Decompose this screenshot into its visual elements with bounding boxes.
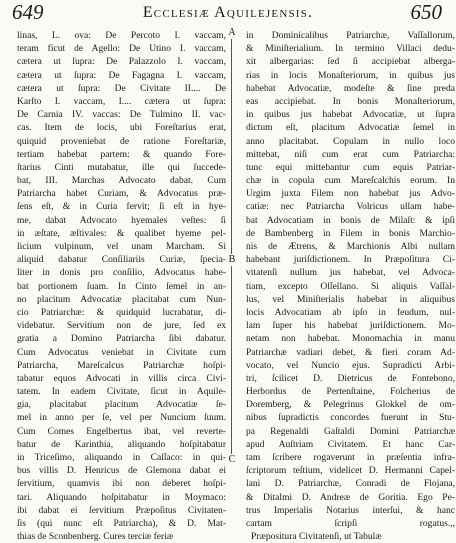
text-line: cio Patriarchæ: & quidquid lucrabatur, di-: [17, 306, 226, 318]
text-line: in æſtate, æſtivales: & qualibet hyeme pel-: [17, 227, 226, 239]
text-line: aliquid dabatur Conſiliariis Curiæ, ſpecia-: [17, 254, 226, 266]
text-line: gia, placitabat placitum Advocatiæ ſe-: [17, 399, 226, 411]
text-line: trus Imperialis Notarius interſui, & hanc: [246, 504, 455, 516]
page-number-left: 649: [12, 0, 44, 24]
text-line: Urgim juxta Filem non habebat jus Advo-: [246, 188, 455, 200]
text-line: eas accipiebat. In bonis Monaſteriorum,: [246, 95, 455, 107]
text-line: bus villis D. Henricus de Glemona dabat ei: [17, 465, 226, 477]
text-line: Karſto I. vaccam, I.... cætera ut ſupra:: [17, 95, 226, 107]
text-line: locis Advocatiam ab ipſo in feudum, nul-: [246, 306, 455, 318]
text-line: lus, vel Miniſterialis habebat in aliquibus: [246, 293, 455, 305]
text-line: nis de Ætrens, & Marchionis Albi nullam: [246, 241, 455, 252]
text-line: Herbordus de Pertenſtaine, Folcherius de: [246, 386, 455, 398]
text-line: tunc equi mittebantur cum equis Patriar-: [246, 161, 455, 173]
text-line: tari. Aliquando hoſpitabatur in Moymaco:: [17, 491, 226, 503]
text-line: no placitum Advocatiæ placitabat cum Nun-: [17, 293, 226, 305]
text-line: Patriarcha, Mareſcalcus Patriarchæ hoſpi-: [17, 359, 226, 371]
text-line: mel in anno per ſe, vel per Nuncium ſuum.: [17, 412, 226, 424]
text-line: cartam ſcripſi rogatus.,,: [246, 517, 455, 529]
text-line: licium vulpinum, vel unam Marcham. Si: [17, 241, 226, 252]
text-line: bat, III. Marchas Advocato dabat. Cum: [17, 175, 226, 187]
text-line: vocato, vel Nuncio ejus. Supradicti Arbi-: [246, 359, 455, 371]
text-line: lani D. Patriarchæ, Conradi de Flojana,: [246, 478, 455, 490]
text-line: linas, L. ova: De Percoto I. vaccam,: [17, 30, 226, 41]
text-line: tri, ſcilicet D. Dietricus de Fontebono,: [246, 372, 455, 384]
text-line: tatem. In eadem Civitate, ſicut in Aquile-: [17, 386, 226, 398]
text-line: ſens eſt, & in Curia fervit; ſi eſt in hye-: [17, 201, 226, 213]
text-line: in Triceſimo, aliquando in Caſſaco: in qui-: [17, 452, 226, 463]
text-line: nibus ſupradictis concordes fuerunt in Stu-: [246, 412, 455, 424]
text-line: tabatur equos Advocati in villis circa Civi-: [17, 372, 226, 384]
text-line: ſis (qui nunc eſt Patriarcha), & D. Mat-: [17, 517, 226, 529]
text-line: Doremberg, & Pelegrinus Glokkel de om-: [246, 399, 455, 411]
section-marker-a: A: [226, 27, 238, 39]
text-line: dictum eſt, placitum Advocatiæ ſemel in: [246, 122, 455, 134]
text-line: bat Advocatiam in bonis de Milaſt: & ipſi: [246, 214, 455, 226]
text-line: tam ſcribere rogaverunt in præſentia infra-: [246, 452, 455, 463]
text-line: videbatur. Servitium non de jure, ſed ex: [17, 320, 226, 332]
text-line: Patriarcha habet Curiam, & Advocatus præ-: [17, 188, 226, 200]
text-line: mittebat, niſi cum erat cum Patriarcha:: [246, 148, 455, 160]
text-line: habebat Advocatiæ, modeſte & ſine preda: [246, 82, 455, 94]
text-line: ſcriptorum teſtium, videlicet D. Hermanni Capel-: [246, 465, 455, 477]
running-header: [0, 0, 456, 28]
text-line: ſervitium, quamvis ibi non deberet hoſpi-: [17, 478, 226, 490]
text-line: De Carnia IV. vaccas: De Tulmino II. vac-: [17, 109, 226, 121]
text-line: anno placitabat. Copulam in nullo loco: [246, 135, 455, 147]
text-line: ibi dabat ei ſervitium Præpoſitus Civitaten-: [17, 504, 226, 516]
text-line: & Miniſterialium. In termino Villaci dedu-: [246, 43, 455, 55]
text-line: Patriarchæ vadiari debet, & fieri coram Ad-: [246, 346, 455, 358]
text-line: Præpositura Civitatenſi, ut Tabulæ: [251, 531, 382, 543]
text-line: ſtarius Cinti mutabatur, ille qui ſuccede-: [17, 161, 226, 173]
text-line: thias de Sconbenberg. Cures terciæ feriæ: [17, 531, 174, 543]
text-line: batur de Karinthia, aliquando hoſpitabatur: [17, 438, 226, 450]
text-line: bat portionem ſuam. In Cinto ſemel in an-: [17, 280, 226, 292]
text-line: netam non habebat. Monomachia in manu: [246, 333, 455, 345]
text-line: teram ficut de Agello: De Utino I. vaccam,: [17, 43, 226, 55]
text-line: pa Regenaldi Gaſtaldi Domini Patriarchæ: [246, 425, 455, 437]
text-line: cas. Item de locis, ubi Foreſtarius erat,: [17, 122, 226, 134]
text-line: rias in locis Monaſteriorum, in quibus jus: [246, 69, 455, 81]
column-rule: [231, 29, 232, 465]
text-line: habebant juriſdictionem. In Præpoſitura Ci-: [246, 254, 455, 266]
page-number-right: 650: [410, 0, 442, 24]
text-line: Cum Advocatus veniebat in Civitate cum: [17, 346, 226, 358]
text-line: tertiam habebat partem: & quando Fore-: [17, 148, 226, 160]
text-line: de Bambenberg in Filem in bonis Marchio-: [246, 227, 455, 239]
text-line: in Dominicalibus Patriarchæ, Vaſſallorum,: [246, 30, 455, 41]
text-line: vitatenſi nullum jus habebat, vel Advoca-: [246, 267, 455, 279]
text-line: cætera ut ſupra: De Civitate II.... De: [17, 82, 226, 94]
text-line: cætera ut ſupra: De Fagagna I. vaccam,: [17, 69, 226, 81]
text-line: & Ditalmi D. Andreæ de Goritia. Ego Pe-: [246, 491, 455, 503]
section-marker-c: C: [226, 454, 238, 466]
text-line: me, dabat Advocato hyemales veſtes: ſi: [17, 214, 226, 226]
text-line: catiæ: nec Patriarcha Volricus ullam habe-: [246, 201, 455, 213]
text-line: apud Auſtriam Civitatem. Et hanc Car-: [246, 438, 455, 450]
text-line: xit albergarias: ſed ſi accipiebat alberga-: [246, 56, 455, 68]
text-line: cætera ut ſupra: De Palazzolo I. vaccam,: [17, 56, 226, 68]
text-line: quiquid proveniebat de ratione Foreſtariæ,: [17, 135, 226, 147]
text-line: liter in donis pro conſilio, Advocatus habe-: [17, 267, 226, 279]
text-line: gratia a Domino Patriarcha ſibi dabatur.: [17, 333, 226, 345]
section-marker-b: B: [226, 254, 238, 266]
text-line: tiam, excepto Oſſellano. Si aliquis Vaſſal-: [246, 280, 455, 292]
text-line: lam ſuper his habebat juriſdictionem. Mo-: [246, 320, 455, 332]
text-line: chæ in copula cum Mareſcalchis eorum. In: [246, 175, 455, 187]
running-title: Ecclesiæ Aquilejensis.: [142, 4, 314, 21]
text-line: Cum Comes Engelbertus ibat, vel reverte-: [17, 425, 226, 437]
text-line: in quibus jus habebat Advocatiæ, ut ſupra: [246, 109, 455, 121]
